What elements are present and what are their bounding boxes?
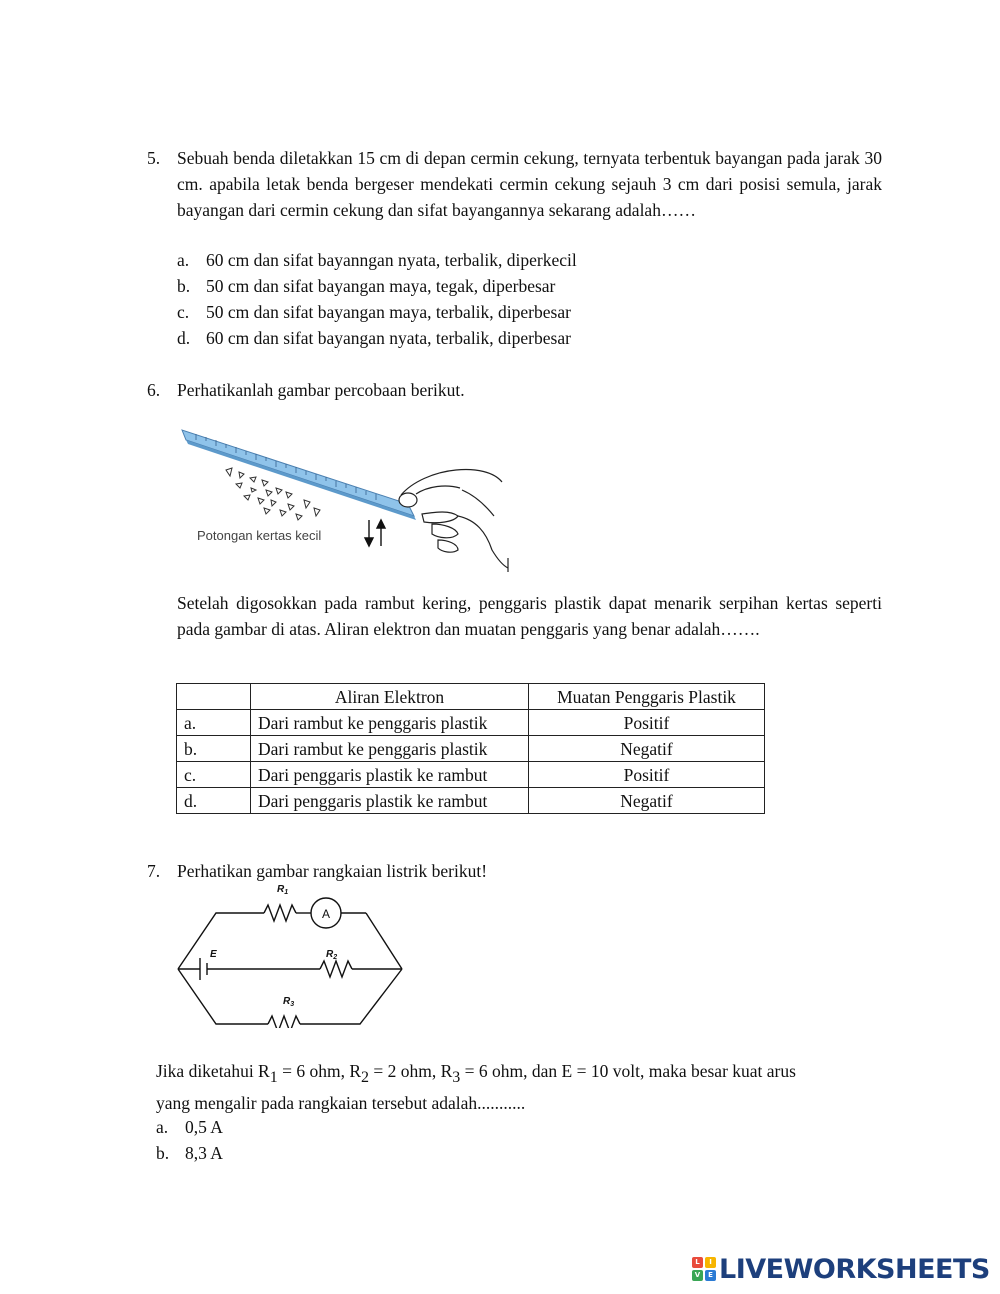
option-text: 60 cm dan sifat bayangan nyata, terbalik, diperbesar	[206, 328, 571, 348]
table-row[interactable]	[177, 736, 765, 762]
table-header-row	[177, 684, 765, 710]
q7-question-line-1	[156, 1057, 796, 1085]
option-label: a.	[177, 250, 190, 270]
q5-option-b[interactable]	[177, 273, 555, 299]
table-cell: a.	[177, 710, 251, 736]
table-cell: Dari penggaris plastik ke rambut	[251, 788, 529, 814]
ruler	[182, 430, 416, 520]
q6-answer-table	[176, 683, 765, 814]
q7-number: 7.	[147, 861, 161, 881]
subscript: 1	[269, 1069, 278, 1086]
q7-option-b[interactable]	[156, 1140, 223, 1166]
table-cell: Dari rambut ke penggaris plastik	[251, 736, 529, 762]
up-down-arrows-icon	[365, 520, 385, 546]
text-part: = 6 ohm, dan E = 10 volt, maka besar kuat arus	[460, 1061, 796, 1081]
table-cell: Dari penggaris plastik ke rambut	[251, 762, 529, 788]
circuit-diagram	[170, 878, 410, 1028]
table-header-cell: Aliran Elektron	[251, 684, 529, 710]
r2-letter: R	[326, 949, 334, 960]
logo-tile: E	[705, 1270, 716, 1281]
q7-question-line-2: yang mengalir pada rangkaian tersebut adalah...........	[156, 1093, 526, 1113]
subscript: 3	[452, 1069, 461, 1086]
table-cell: Negatif	[529, 736, 765, 762]
r2-subscript: 2	[333, 954, 338, 961]
option-text: 60 cm dan sifat bayanngan nyata, terbalik, diperkecil	[206, 250, 577, 270]
figure-caption: Potongan kertas kecil	[197, 528, 322, 543]
logo-tile: I	[705, 1257, 716, 1268]
table-header-cell	[177, 684, 251, 710]
r1-subscript: 1	[284, 889, 289, 896]
subscript: 2	[361, 1069, 370, 1086]
q7-option-a[interactable]	[156, 1114, 223, 1140]
r2-label	[326, 949, 337, 961]
r1-letter: R	[277, 884, 285, 895]
option-label: c.	[177, 302, 190, 322]
logo-icon	[692, 1257, 716, 1281]
text-part: = 6 ohm, R	[277, 1061, 362, 1081]
option-text: 50 cm dan sifat bayangan maya, terbalik, diperbesar	[206, 302, 571, 322]
table-cell: d.	[177, 788, 251, 814]
r3-letter: R	[283, 996, 291, 1007]
option-label: b.	[156, 1143, 170, 1163]
table-row[interactable]	[177, 710, 765, 736]
q5-option-c[interactable]	[177, 299, 571, 325]
q5-number: 5.	[147, 148, 161, 168]
option-text: 0,5 A	[185, 1117, 223, 1137]
option-label: b.	[177, 276, 191, 296]
ammeter-label: A	[321, 907, 331, 921]
q6-question-text: Setelah digosokkan pada rambut kering, penggaris plastik dapat menarik serpihan kertas seperti pada gambar di atas. Aliran elektron dan muatan penggaris yang benar adalah…….	[177, 593, 882, 639]
table-header-cell: Muatan Penggaris Plastik	[529, 684, 765, 710]
ruler-experiment-figure	[176, 420, 516, 575]
logo-tile: V	[692, 1270, 703, 1281]
table-cell: Negatif	[529, 788, 765, 814]
table-cell: c.	[177, 762, 251, 788]
liveworksheets-logo	[692, 1255, 990, 1283]
ammeter	[311, 898, 341, 928]
table-row[interactable]	[177, 788, 765, 814]
q6-intro: Perhatikanlah gambar percobaan berikut.	[177, 380, 465, 400]
emf-label: E	[210, 949, 217, 960]
r3-subscript: 3	[290, 1001, 295, 1008]
logo-tile: L	[692, 1257, 703, 1268]
table-cell: b.	[177, 736, 251, 762]
logo-text: LIVEWORKSHEETS	[719, 1253, 990, 1285]
table-cell: Positif	[529, 762, 765, 788]
q5-option-a[interactable]	[177, 247, 577, 273]
text-part: = 2 ohm, R	[369, 1061, 453, 1081]
table-row[interactable]	[177, 762, 765, 788]
option-label: a.	[156, 1117, 169, 1137]
hand-icon	[399, 470, 508, 573]
q5-question-text: Sebuah benda diletakkan 15 cm di depan cermin cekung, ternyata terbentuk bayangan pada jarak 30 cm. apabila letak benda bergeser mendekati cermin cekung sejauh 3 cm dari posisi semula, jarak bayangan dari cermin cekung dan sifat bayangannya sekarang adalah……	[177, 148, 882, 220]
q5-option-d[interactable]	[177, 325, 571, 351]
option-text: 50 cm dan sifat bayangan maya, tegak, diperbesar	[206, 276, 556, 296]
table-cell: Positif	[529, 710, 765, 736]
option-text: 8,3 A	[185, 1143, 223, 1163]
option-label: d.	[177, 328, 191, 348]
r3-label	[283, 996, 294, 1008]
table-cell: Dari rambut ke penggaris plastik	[251, 710, 529, 736]
r1-label	[277, 884, 288, 896]
q6-number: 6.	[147, 380, 161, 400]
text-part: Jika diketahui R	[156, 1061, 270, 1081]
q7-intro: Perhatikan gambar rangkaian listrik berikut!	[177, 861, 488, 881]
